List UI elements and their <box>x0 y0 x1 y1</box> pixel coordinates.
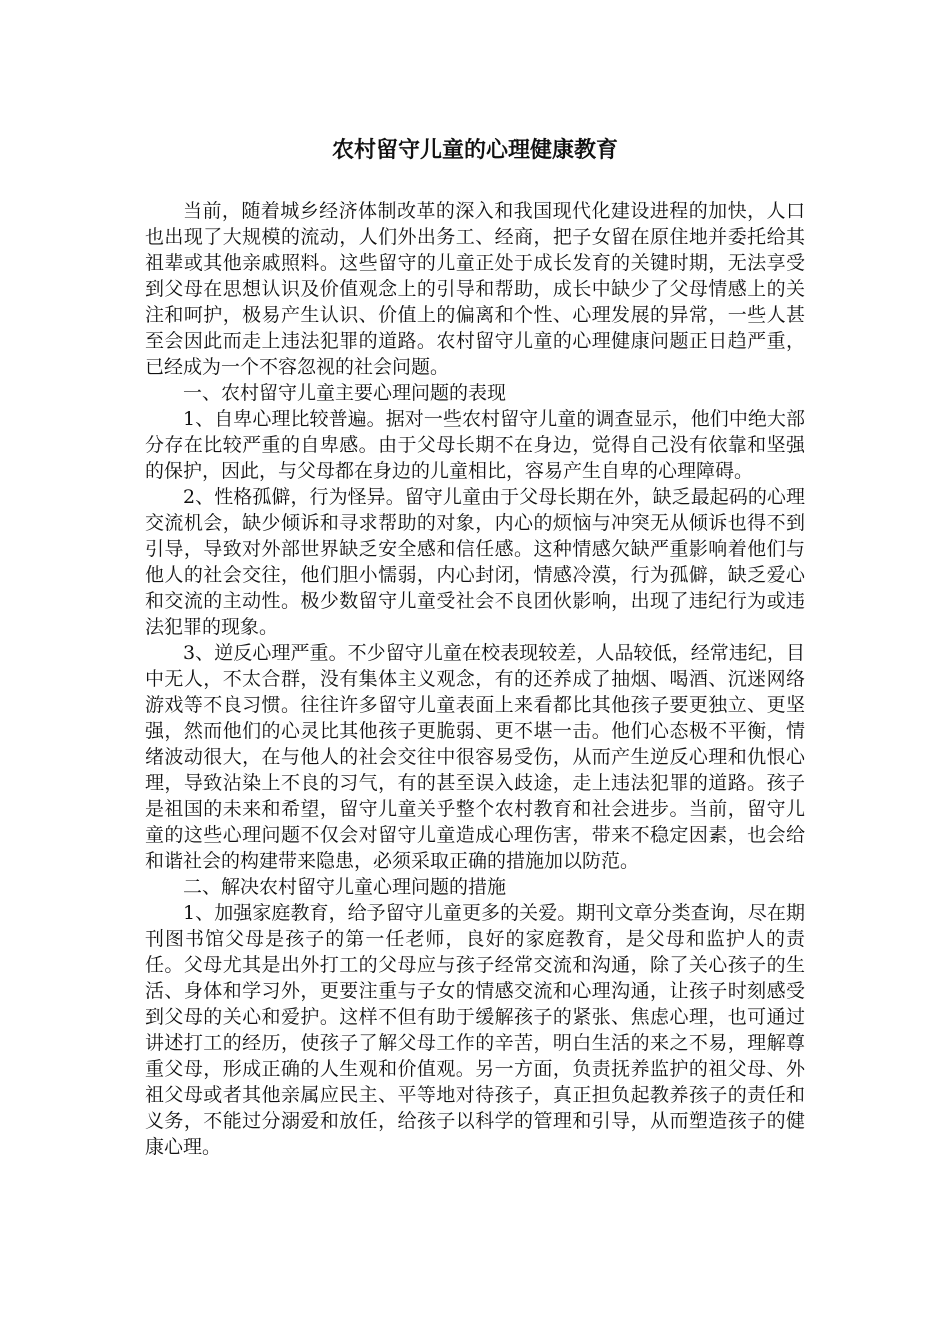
document-title: 农村留守儿童的心理健康教育 <box>331 137 618 163</box>
section-heading-1: 一、农村留守儿童主要心理问题的表现 <box>183 382 507 404</box>
document-body <box>145 198 805 1160</box>
section-heading-2: 二、解决农村留守儿童心理问题的措施 <box>183 876 507 898</box>
paragraph-rebellion: 3、逆反心理严重。不少留守儿童在校表现较差，人品较低，经常违纪，目中无人，不太合群，没有集体主义观念，有的还养成了抽烟、喝酒、沉迷网络游戏等不良习惯。往往许多留守儿童表面上来看都比其他孩子要更独立、更坚强，然而他们的心灵比其他孩子更脆弱、更不堪一击。他们心态极不平衡，情绪波动很大，在与他人的社会交往中很容易受伤，从而产生逆反心理和仇恨心理，导致沾染上不良的习气，有的甚至误入歧途，走上违法犯罪的道路。孩子是祖国的未来和希望，留守儿童关乎整个农村教育和社会进步。当前，留守儿童的这些心理问题不仅会对留守儿童造成心理伤害，带来不稳定因素，也会给和谐社会的构建带来隐患，必须采取正确的措施加以防范。 <box>145 642 805 872</box>
paragraph-personality: 2、性格孤僻，行为怪异。留守儿童由于父母长期在外，缺乏最起码的心理交流机会，缺少倾诉和寻求帮助的对象，内心的烦恼与冲突无从倾诉也得不到引导，导致对外部世界缺乏安全感和信任感。这种情感欠缺严重影响着他们与他人的社会交往，他们胆小懦弱，内心封闭，情感冷漠，行为孤僻，缺乏爱心和交流的主动性。极少数留守儿童受社会不良团伙影响，出现了违纪行为或违法犯罪的现象。 <box>145 486 805 638</box>
paragraph-family-education: 1、加强家庭教育，给予留守儿童更多的关爱。期刊文章分类查询，尽在期刊图书馆父母是孩子的第一任老师，良好的家庭教育，是父母和监护人的责任。父母尤其是出外打工的父母应与孩子经常交流和沟通，除了关心孩子的生活、身体和学习外，更要注重与子女的情感交流和心理沟通，让孩子时刻感受到父母的关心和爱护。这样不但有助于缓解孩子的紧张、焦虑心理，也可通过讲述打工的经历，使孩子了解父母工作的辛苦，明白生活的来之不易，理解尊重父母，形成正确的人生观和价值观。另一方面，负责抚养监护的祖父母、外祖父母或者其他亲属应民主、平等地对待孩子，真正担负起教养孩子的责任和义务，不能过分溺爱和放任，给孩子以科学的管理和引导，从而塑造孩子的健康心理。 <box>145 902 805 1158</box>
paragraph-inferiority: 1、自卑心理比较普遍。据对一些农村留守儿童的调查显示，他们中绝大部分存在比较严重的自卑感。由于父母长期不在身边，觉得自己没有依靠和坚强的保护，因此，与父母都在身边的儿童相比，容易产生自卑的心理障碍。 <box>145 408 805 482</box>
intro-paragraph: 当前，随着城乡经济体制改革的深入和我国现代化建设进程的加快，人口也出现了大规模的流动，人们外出务工、经商，把子女留在原住地并委托给其祖辈或其他亲戚照料。这些留守的儿童正处于成长发育的关键时期，无法享受到父母在思想认识及价值观念上的引导和帮助，成长中缺少了父母情感上的关注和呵护，极易产生认识、价值上的偏离和个性、心理发展的异常，一些人甚至会因此而走上违法犯罪的道路。农村留守儿童的心理健康问题正日趋严重，已经成为一个不容忽视的社会问题。 <box>145 200 805 378</box>
